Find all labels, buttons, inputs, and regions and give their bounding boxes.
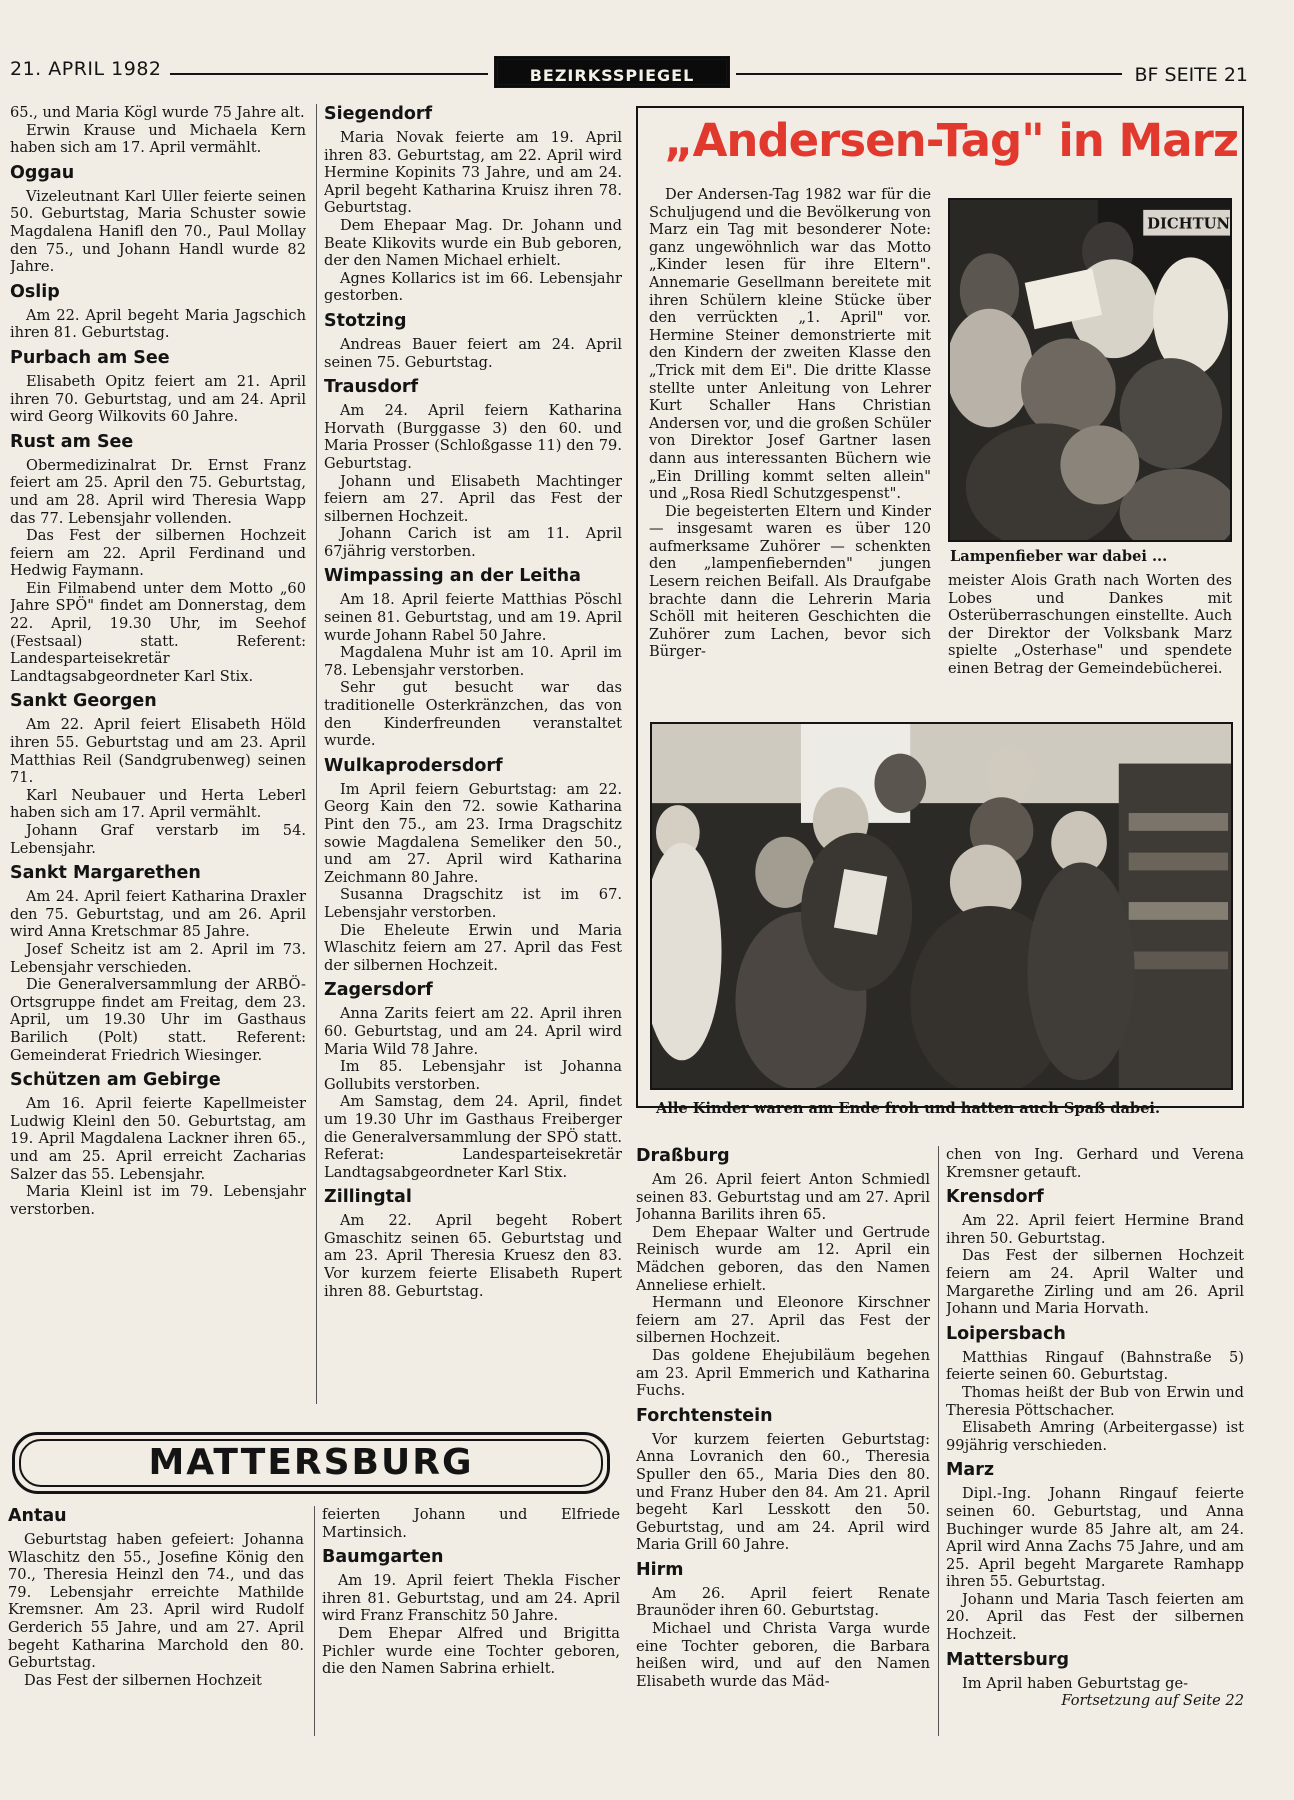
article-paragraph: Anna Zarits feiert am 22. April ihren 60. Geburtstag, und am 24. April wird Maria Wild 78 Jahre. (324, 1005, 622, 1058)
article-paragraph: Am 26. April feiert Anton Schmiedl seinen 83. Geburtstag und am 27. April Johanna Barilits ihren 65. (636, 1171, 930, 1224)
photo1-caption: Lampenfieber war dabei ... (950, 548, 1168, 565)
column-3-lower (636, 1146, 930, 1736)
town-heading: Sankt Georgen (10, 691, 157, 712)
article-paragraph: Susanna Dragschitz ist im 67. Lebensjahr verstorben. (324, 886, 622, 921)
article-paragraph: feierten Johann und Elfriede Martinsich. (322, 1506, 620, 1541)
article-paragraph: Das Fest der silbernen Hochzeit (24, 1671, 262, 1689)
page-number: BF SEITE 21 (1134, 64, 1248, 86)
town-heading: Baumgarten (322, 1547, 444, 1568)
article-paragraph: Dem Ehepaar Walter und Gertrude Reinisch wurde am 12. April ein Mädchen geboren, das den Namen Anneliese erhielt. (636, 1223, 930, 1294)
article-paragraph: Am 24. April feiert Katharina Draxler den 75. Geburtstag, und am 26. April wird Anna Kretschmar 85 Jahre. (10, 888, 306, 941)
mattersburg-column-2 (322, 1506, 620, 1736)
town-heading: Oggau (10, 162, 75, 183)
article-paragraph: Geburtstag haben gefeiert: Johanna Wlaschitz den 55., Josefine König den 70., Theresia Heinzl den 74., und das 79. Lebensjahr erreichte Mathilde Kremsner. Am 23. April wird Rudolf Gerderich 55 Jahre, und am 27. April begeht Katharina Marchold den 80. Geburtstag. (8, 1531, 304, 1672)
mattersburg-column-1 (8, 1506, 304, 1736)
article-paragraph: Ein Filmabend unter dem Motto „60 Jahre SPÖ" findet am Donnerstag, dem 22. April, 19.30 Uhr, im Seehof (Festsaal) statt. Referent: Landesparteisekretär Landtagsabgeordneter Karl Stix. (10, 579, 306, 685)
town-heading: Oslip (10, 281, 60, 302)
article-paragraph: Im 85. Lebensjahr ist Johanna Gollubits verstorben. (324, 1058, 622, 1093)
town-heading: Trausdorf (324, 377, 419, 398)
article-paragraph: Am 24. April feiern Katharina Horvath (Burggasse 3) den 60. und Maria Prosser (Schloßgasse 11) den 79. Geburtstag. (324, 402, 622, 472)
article-paragraph: Thomas heißt der Bub von Erwin und Theresia Pöttschacher. (946, 1383, 1244, 1419)
town-heading: Marz (946, 1460, 995, 1481)
article-paragraph: Das Fest der silbernen Hochzeit feiern am 24. April Walter und Margarethe Zirling und am 26. April Johann und Maria Horvath. (946, 1247, 1244, 1318)
article-paragraph: Die Eheleute Erwin und Maria Wlaschitz feiern am 27. April das Fest der silbernen Hochzeit. (324, 921, 622, 974)
district-banner-title: MATTERSBURG (148, 1442, 474, 1483)
town-heading: Loipersbach (946, 1323, 1066, 1344)
article-paragraph: Elisabeth Opitz feiert am 21. April ihren 70. Geburtstag, und am 24. April wird Georg Wilkovits 60 Jahre. (10, 372, 306, 426)
article-paragraph: Josef Scheitz ist am 2. April im 73. Lebensjahr verschieden. (10, 940, 306, 976)
article-paragraph: Am 19. April feiert Thekla Fischer ihren 81. Geburtstag, und am 24. April wird Franz Franschitz 50 Jahre. (322, 1572, 620, 1625)
article-paragraph: Im April haben Geburtstag ge- (962, 1674, 1189, 1692)
town-heading: Purbach am See (10, 347, 170, 368)
town-heading: Siegendorf (324, 104, 433, 124)
article-paragraph: Maria Kleinl ist im 79. Lebensjahr verstorben. (10, 1183, 306, 1218)
article-paragraph: Im April feiern Geburtstag: am 22. Georg Kain den 72. sowie Katharina Pint den 75., am 23. Irma Dragschitz sowie Magdalena Semeliker den 50., und am 27. April wird Katharina Zeichmann 80 Jahre. (324, 780, 622, 886)
article-paragraph: Dem Ehepar Alfred und Brigitta Pichler wurde eine Tochter geboren, die den Namen Sabrina erhielt. (322, 1624, 620, 1678)
article-paragraph: Johann und Elisabeth Machtinger feiern am 27. April das Fest der silbernen Hochzeit. (324, 472, 622, 525)
article-paragraph: Am 18. April feierte Matthias Pöschl seinen 81. Geburtstag, und am 19. April wurde Johann Rabel 50 Jahre. (324, 591, 622, 644)
article-paragraph: meister Alois Grath nach Worten des Lobes und Dankes mit Osterüberraschungen einstellte. Auch der Direktor der Volksbank Marz spielte „Osterhase" und spendete einen Betrag der Gemeindebücherei. (948, 572, 1232, 677)
issue-date: 21. APRIL 1982 (10, 58, 162, 80)
article-paragraph: Am 22. April begeht Robert Gmaschitz seinen 65. Geburtstag und am 23. April Theresia Kruesz den 83. Vor kurzem feierte Elisabeth Rupert ihren 88. Geburtstag. (324, 1212, 622, 1300)
article-paragraph: Johann Carich ist am 11. April 67jährig verstorben. (324, 525, 622, 560)
column-4-lower (946, 1146, 1244, 1740)
feature-text-right (948, 572, 1232, 706)
article-paragraph: Johann Graf verstarb im 54. Lebensjahr. (10, 822, 306, 857)
town-heading: Krensdorf (946, 1187, 1044, 1208)
feature-text-left (649, 186, 931, 706)
article-paragraph: Obermedizinalrat Dr. Ernst Franz feiert am 25. April den 75. Geburtstag, und am 28. April wird Theresia Wapp das 77. Lebensjahr vollenden. (10, 456, 306, 527)
continuation-note: Fortsetzung auf Seite 22 (1061, 1692, 1244, 1710)
reading-photo (948, 198, 1232, 542)
article-paragraph: 65., und Maria Kögl wurde 75 Jahre alt. (10, 104, 305, 121)
article-paragraph: Das goldene Ehejubiläum begehen am 23. April Emmerich und Katharina Fuchs. (636, 1346, 930, 1400)
article-paragraph: Johann und Maria Tasch feierten am 20. April das Fest der silbernen Hochzeit. (946, 1590, 1244, 1644)
article-paragraph: Hermann und Eleonore Kirschner feiern am 27. April das Fest der silbernen Hochzeit. (636, 1294, 930, 1347)
town-heading: Antau (8, 1506, 67, 1526)
article-paragraph: Am 22. April begeht Maria Jagschich ihren 81. Geburtstag. (10, 306, 306, 342)
article-paragraph: Andreas Bauer feiert am 24. April seinen 75. Geburtstag. (324, 335, 622, 371)
article-paragraph: Der Andersen-Tag 1982 war für die Schuljugend und die Bevölkerung von Marz ein Tag mit besonderer Note: ganz ungewöhnlich war das Motto „Kinder lesen für ihre Eltern". Annemarie Gesellmann bereitete mit ihren Schülern kleine Stücke über den verrückten „1. April" vor. Hermine Steiner demonstrierte mit den Kindern der zweiten Klasse den „Trick mit dem Ei". Die dritte Klasse stellte unter Anleitung von Lehrer Kurt Schaller Hans Christian Andersen vor, und die großen Schüler von Direktor Josef Gartner lasen dann aus interessanten Büchern wie „Ein Drilling kommt selten allein" und „Rosa Riedl Schutzgespenst". (649, 186, 931, 503)
article-paragraph: Matthias Ringauf (Bahnstraße 5) feierte seinen 60. Geburtstag. (946, 1348, 1244, 1384)
article-paragraph: Magdalena Muhr ist am 10. April im 78. Lebensjahr verstorben. (324, 644, 622, 679)
children-photo (650, 722, 1233, 1090)
book-sign-text: DICHTUN (1147, 215, 1230, 233)
town-heading: Schützen am Gebirge (10, 1070, 221, 1091)
article-paragraph: Die begeisterten Eltern und Kinder — insgesamt waren es über 120 aufmerksame Zuhörer — schenkten den „lampenfiebernden" jungen Lesern reichen Beifall. Als Draufgabe brachte dann die Lehrerin Maria Schöll mit heiteren Geschichten die Zuhörer zum Lachen, bevor sich Bürger- (649, 502, 931, 661)
header-rule-left (170, 73, 488, 75)
town-heading: Stotzing (324, 310, 407, 331)
article-paragraph: Elisabeth Amring (Arbeitergasse) ist 99jährig verschieden. (946, 1419, 1244, 1454)
town-heading: Sankt Margarethen (10, 863, 201, 884)
article-paragraph: Agnes Kollarics ist im 66. Lebensjahr gestorben. (324, 269, 622, 305)
town-heading: Zagersdorf (324, 980, 433, 1001)
town-heading: Mattersburg (946, 1649, 1070, 1670)
article-paragraph: Vizeleutnant Karl Uller feierte seinen 50. Geburtstag, Maria Schuster sowie Magdalena Hanifl den 70., Paul Mollay den 75., und Johann Handl wurde 82 Jahre. (10, 187, 306, 276)
photo2-caption: Alle Kinder waren am Ende froh und hatten auch Spaß dabei. (656, 1100, 1161, 1117)
column-divider (314, 1506, 315, 1736)
article-paragraph: Dem Ehepaar Mag. Dr. Johann und Beate Klikovits wurde ein Bub geboren, der den Namen Michael erhielt. (324, 216, 622, 270)
column-divider (938, 1146, 939, 1736)
article-paragraph: Erwin Krause und Michaela Kern haben sich am 17. April vermählt. (10, 121, 306, 157)
section-title: BEZIRKSSPIEGEL (494, 56, 730, 88)
town-heading: Wulkaprodersdorf (324, 755, 503, 776)
column-1 (10, 104, 306, 1404)
article-paragraph: Michael und Christa Varga wurde eine Tochter geboren, die Barbara heißen wird, und auf den Namen Elisabeth wurde das Mäd- (636, 1620, 930, 1690)
article-paragraph: Am 22. April feiert Elisabeth Höld ihren 55. Geburtstag und am 23. April Matthias Reil (Sandgrubenweg) seinen 71. (10, 716, 306, 787)
article-paragraph: Am 22. April feiert Hermine Brand ihren 50. Geburtstag. (946, 1212, 1244, 1247)
town-heading: Wimpassing an der Leitha (324, 566, 581, 587)
header-rule-right (736, 73, 1122, 75)
town-heading: Hirm (636, 1559, 684, 1580)
article-paragraph: Die Generalversammlung der ARBÖ-Ortsgruppe findet am Freitag, dem 23. April, um 19.30 Uhr im Gasthaus Barilich (Polt) statt. Referent: Gemeinderat Friedrich Wiesinger. (10, 976, 306, 1064)
town-heading: Zillingtal (324, 1187, 412, 1208)
article-paragraph: Das Fest der silbernen Hochzeit feiern am 22. April Ferdinand und Hedwig Faymann. (10, 527, 306, 580)
article-paragraph: Maria Novak feierte am 19. April ihren 83. Geburtstag, am 22. April wird Hermine Kopinits 73 Jahre, und am 24. April begeht Katharina Kruisz ihren 78. Geburtstag. (324, 129, 622, 217)
article-paragraph: Am 16. April feierte Kapellmeister Ludwig Kleinl den 50. Geburtstag, am 19. April Magdalena Lackner ihren 65., und am 25. April erreicht Zacharias Salzer das 55. Lebensjahr. (10, 1095, 306, 1183)
town-heading: Rust am See (10, 431, 134, 452)
town-heading: Forchtenstein (636, 1405, 773, 1426)
article-paragraph: Karl Neubauer und Herta Leberl haben sich am 17. April vermählt. (10, 786, 306, 822)
column-divider (316, 104, 317, 1404)
article-paragraph: Dipl.-Ing. Johann Ringauf feierte seinen 60. Geburtstag, und Anna Buchinger wurde 85 Jahre alt, am 24. April wird Anna Zachs 75 Jahre, und am 25. April begeht Margarete Ramhapp ihren 55. Geburtstag. (946, 1485, 1244, 1591)
article-paragraph: Vor kurzem feierten Geburtstag: Anna Lovranich den 60., Theresia Spuller den 65., Maria Dies den 80. und Franz Huber den 84. Am 21. April begeht Karl Lesskott den 50. Geburtstag, und am 24. April wird Maria Grill 60 Jahre. (636, 1430, 930, 1554)
column-2 (324, 104, 622, 1404)
town-heading: Draßburg (636, 1146, 730, 1166)
article-paragraph: Am 26. April feiert Renate Braunöder ihren 60. Geburtstag. (636, 1584, 930, 1620)
article-paragraph: Sehr gut besucht war das traditionelle Osterkränzchen, das von den Kinderfreunden veranstaltet wurde. (324, 679, 622, 750)
article-paragraph: Am Samstag, dem 24. April, findet um 19.30 Uhr im Gasthaus Freiberger die Generalversammlung der SPÖ statt. Referat: Landesparteisekretär Landtagsabgeordneter Karl Stix. (324, 1093, 622, 1181)
feature-headline: „Andersen-Tag" in Marz (664, 114, 1239, 167)
article-paragraph: chen von Ing. Gerhard und Verena Kremsner getauft. (946, 1146, 1244, 1181)
